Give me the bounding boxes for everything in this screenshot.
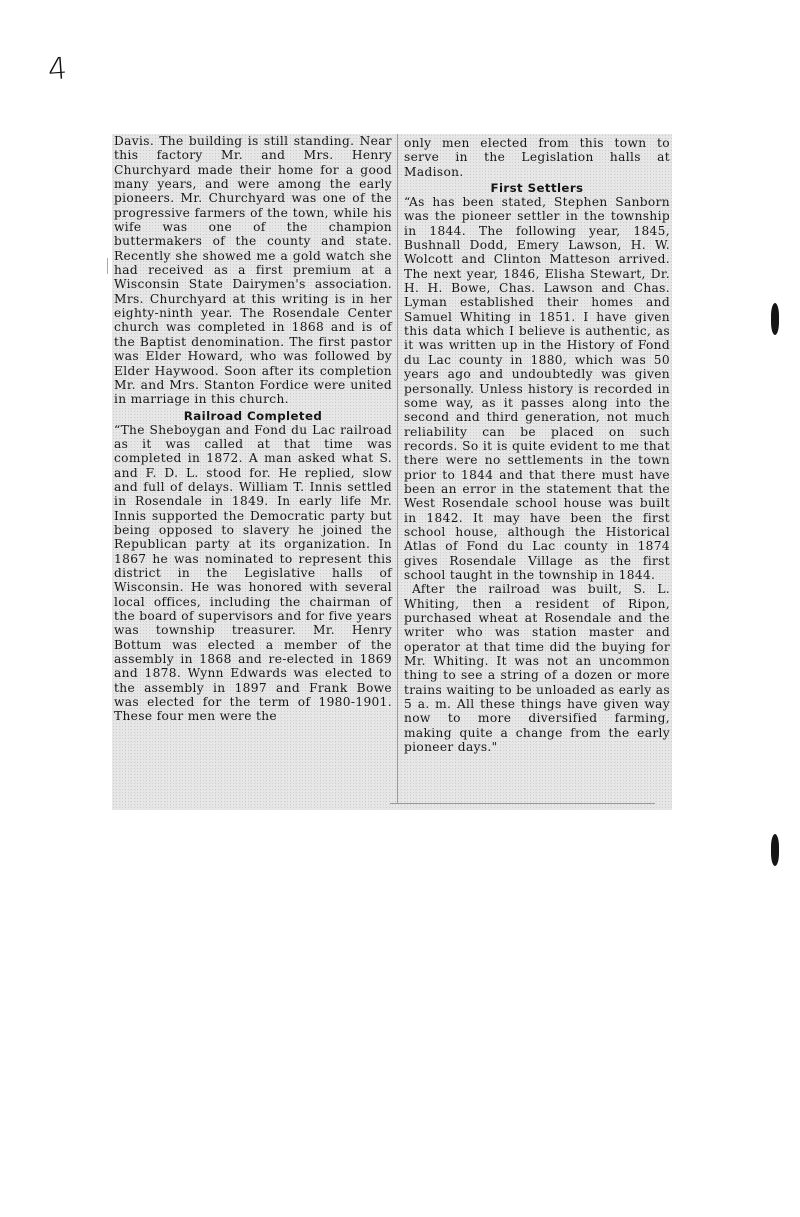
margin-mark xyxy=(107,258,108,274)
column-divider xyxy=(397,134,398,804)
right-paragraph-3: After the railroad was built, S. L. Whiting, then a resident of Ripon, purchased wheat at Rosendale and the writer who was station master and operator at that time did the buying for Mr. Whiting. It was not an uncommon thing to see a string of a dozen or more trains waiting to be unloaded as early as 5 a. m. All these things have given way now to more diversified farming, making quite a change from the early pioneer days." xyxy=(404,582,670,755)
right-paragraph-2: “As has been stated, Stephen Sanborn was the pioneer settler in the township in 1844. The following year, 1845, Bushnall Dodd, Emery Lawson, H. W. Wolcott and Clinton Matteson arrived. The next year, 1846, Elisha Stewart, Dr. H. H. Bowe, Chas. Lawson and Chas. Lyman established their homes and Samuel Whiting in 1851. I have given this data which I believe is authentic, as it was written up in the History of Fond du Lac county in 1880, which was 50 years ago and undoubtedly was given personally. Unless history is recorded in some way, as it passes along into the second and third generation, not much reliability can be placed on such records. So it is quite evident to me that there were no settlements in the town prior to 1844 and that there must have been an error in the statement that the West Rosendale school house was built in 1842. It may have been the first school house, although the Historical Atlas of Fond du Lac county in 1874 gives Rosendale Village as the first school taught in the township in 1844. xyxy=(404,195,670,582)
newspaper-clipping xyxy=(112,134,672,810)
binder-hole-bottom xyxy=(771,834,779,866)
right-paragraph-1: only men elected from this town to serve in the Legislation halls at Madison. xyxy=(404,136,670,179)
heading-first-settlers: First Settlers xyxy=(490,181,584,196)
handwritten-page-number: 4 xyxy=(46,51,69,88)
binder-hole-top xyxy=(771,303,779,335)
clipping-bottom-rule xyxy=(390,803,655,804)
left-paragraph-2: “The Sheboygan and Fond du Lac railroad as it was called at that time was completed in 1872. A man asked what S. and F. D. L. stood for. He replied, slow and full of delays. William T. Innis settled in Rosendale in 1849. In early life Mr. Innis supported the Democratic party but being opposed to slavery he joined the Republican party at its organization. In 1867 he was nominated to represent this district in the Legislative halls of Wisconsin. He was honored with several local offices, including the chairman of the board of supervisors and for five years was township treasurer. Mr. Henry Bottum was elected a member of the assembly in 1868 and re-elected in 1869 and 1878. Wynn Edwards was elected to the assembly in 1897 and Frank Bowe was elected for the term of 1980-1901. These four men were the xyxy=(114,422,392,724)
heading-railroad-completed: Railroad Completed xyxy=(183,408,323,423)
left-column xyxy=(114,134,392,724)
right-column xyxy=(404,136,670,754)
left-paragraph-1: Davis. The building is still standing. Near this factory Mr. and Mrs. Henry Churchyard made their home for a good many years, and were among the early pioneers. Mr. Churchyard was one of the progressive farmers of the town, while his wife was one of the champion buttermakers of the county and state. Recently she showed me a gold watch she had received as a first premium at a Wisconsin State Dairymen's association. Mrs. Churchyard at this writing is in her eighty-ninth year. The Rosendale Center church was completed in 1868 and is of the Baptist denomination. The first pastor was Elder Howard, who was followed by Elder Haywood. Soon after its completion Mr. and Mrs. Stanton Fordice were united in marriage in this church. xyxy=(114,134,392,407)
